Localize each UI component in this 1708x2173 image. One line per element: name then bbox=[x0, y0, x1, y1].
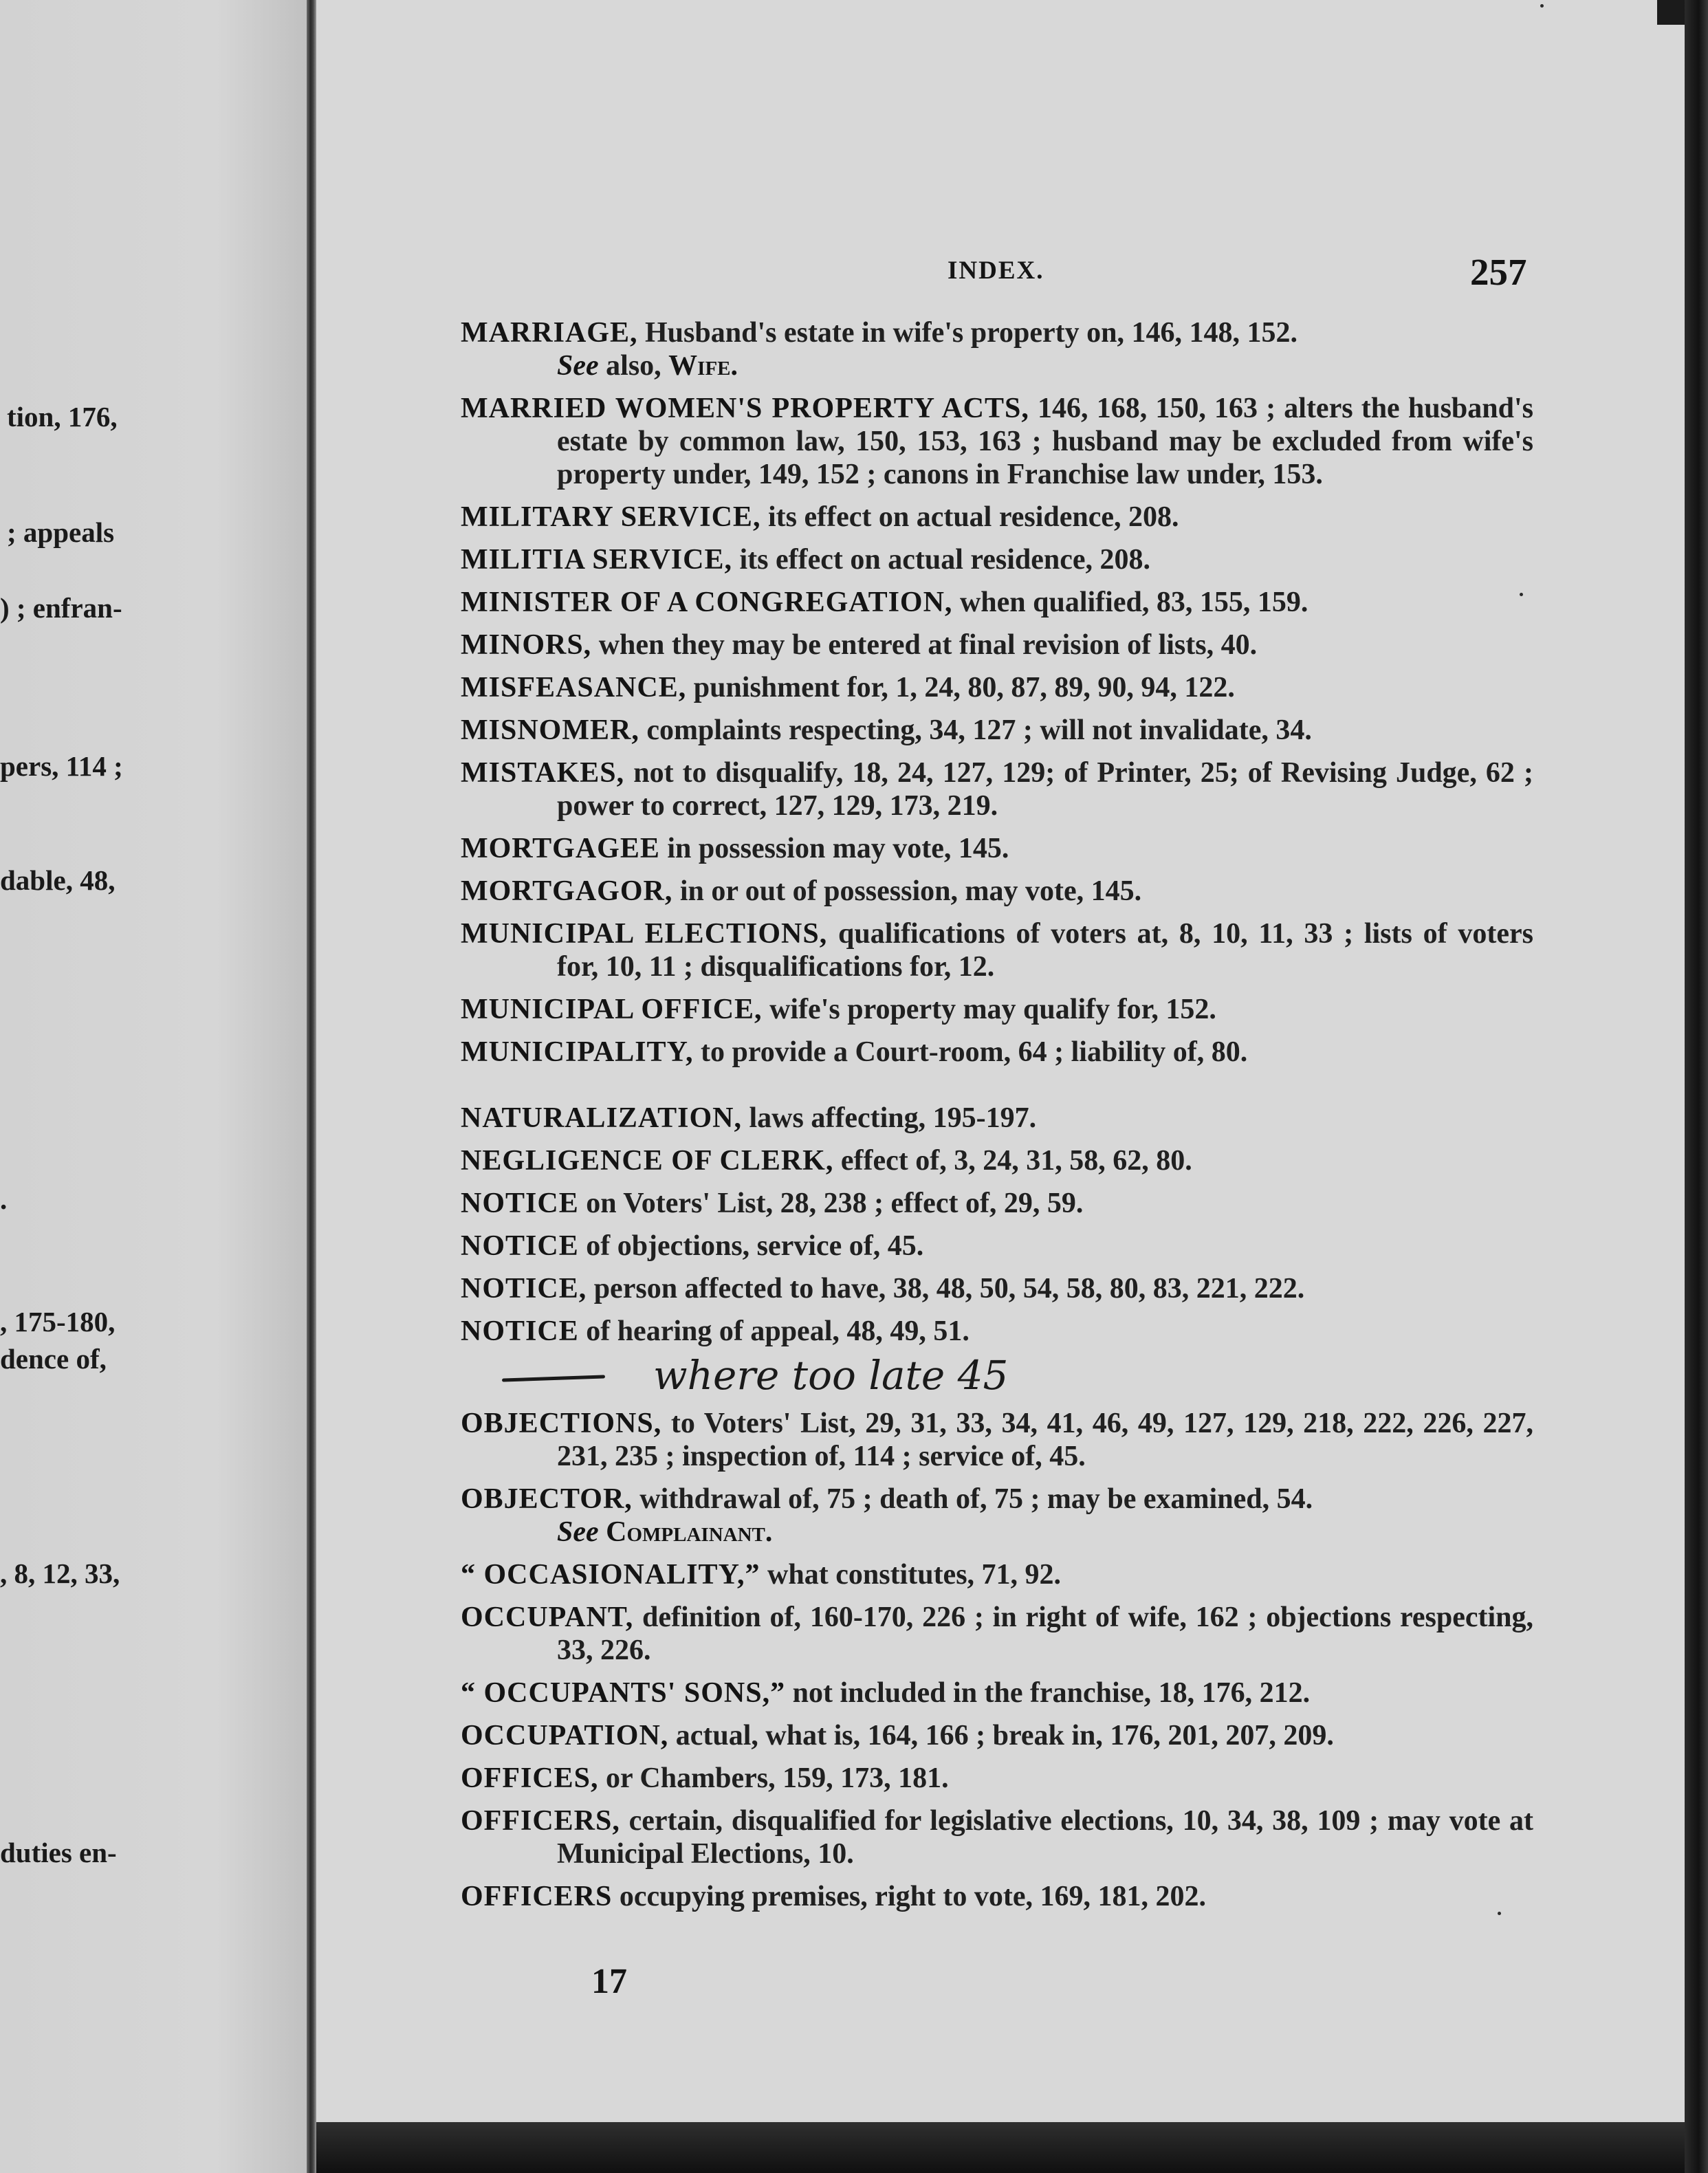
left-fragment: , 8, 12, 33, bbox=[0, 1558, 120, 1589]
see-text: also, bbox=[598, 350, 669, 382]
index-entry bbox=[461, 501, 1533, 534]
entry-headword: MISNOMER, bbox=[461, 714, 639, 746]
entry-headword: OBJECTOR, bbox=[461, 1483, 633, 1515]
entry-headword: “ OCCUPANTS' SONS,” bbox=[461, 1677, 786, 1709]
entry-text: wife's property may qualify for, 152. bbox=[762, 994, 1216, 1025]
entry-text: certain, disqualified for legislative elections, 10, 34, 38, 109 ; may vote at Municipal Elections, 10. bbox=[557, 1805, 1533, 1870]
entry-text: qualifications of voters at, 8, 10, 11, 33 ; lists of voters for, 10, 11 ; disqualifications for, 12. bbox=[557, 918, 1533, 983]
left-fragment: . bbox=[0, 1183, 8, 1215]
index-entry bbox=[461, 1762, 1533, 1795]
entry-text: definition of, 160-170, 226 ; in right of wife, 162 ; objections respecting, 33, 226. bbox=[557, 1602, 1533, 1666]
bottom-scan-edge bbox=[316, 2122, 1685, 2173]
index-entry bbox=[461, 629, 1533, 662]
entry-headword: NATURALIZATION, bbox=[461, 1102, 742, 1134]
entry-headword: NOTICE bbox=[461, 1230, 579, 1262]
page-corner-shadow bbox=[1657, 0, 1685, 25]
index-entry bbox=[461, 1880, 1533, 1913]
entry-text: its effect on actual residence, 208. bbox=[732, 544, 1151, 576]
left-fragment: tion, 176, bbox=[7, 401, 118, 433]
index-entry bbox=[461, 1102, 1533, 1135]
index-entry bbox=[461, 714, 1533, 747]
entry-headword: MILITIA SERVICE, bbox=[461, 544, 732, 576]
entry-text: what constitutes, 71, 92. bbox=[760, 1559, 1062, 1591]
entry-headword: MINORS, bbox=[461, 629, 592, 661]
handwritten-annotation bbox=[502, 1352, 1533, 1399]
index-entry bbox=[461, 1677, 1533, 1710]
entry-text: punishment for, 1, 24, 80, 87, 89, 90, 94, 122. bbox=[686, 672, 1235, 703]
left-page bbox=[0, 0, 308, 2173]
entry-text: or Chambers, 159, 173, 181. bbox=[598, 1762, 949, 1794]
index-entry bbox=[461, 993, 1533, 1026]
entry-headword: NEGLIGENCE OF CLERK, bbox=[461, 1145, 834, 1177]
entry-headword: MORTGAGEE bbox=[461, 833, 660, 864]
entry-headword: MUNICIPAL OFFICE, bbox=[461, 994, 763, 1025]
see-reference: Complainant. bbox=[606, 1516, 773, 1548]
entry-text: of objections, service of, 45. bbox=[578, 1230, 924, 1262]
entry-text: to Voters' List, 29, 31, 33, 34, 41, 46, 49, 127, 129, 218, 222, 226, 227, 231, 235 ; inspection of, 114 ; service of, 45. bbox=[557, 1408, 1533, 1472]
left-fragment: ) ; enfran- bbox=[0, 592, 122, 624]
index-entry bbox=[461, 392, 1533, 491]
entry-text: of hearing of appeal, 48, 49, 51. bbox=[578, 1315, 970, 1347]
left-fragment: duties en- bbox=[0, 1837, 117, 1868]
entry-text: when qualified, 83, 155, 159. bbox=[952, 587, 1309, 618]
entry-text: not included in the franchise, 18, 176, 212. bbox=[785, 1677, 1311, 1709]
page-number: 257 bbox=[1470, 251, 1527, 293]
entry-headword: “ OCCASIONALITY,” bbox=[461, 1559, 760, 1591]
speck-mark bbox=[1540, 4, 1544, 8]
entry-headword: MUNICIPAL ELECTIONS, bbox=[461, 918, 828, 950]
entry-text: in or out of possession, may vote, 145. bbox=[672, 875, 1142, 907]
entry-text: to provide a Court-room, 64 ; liability of, 80. bbox=[693, 1036, 1248, 1068]
index-entry bbox=[461, 1558, 1533, 1591]
entry-text: on Voters' List, 28, 238 ; effect of, 29, 59. bbox=[578, 1188, 1084, 1219]
entry-text: not to disqualify, 18, 24, 127, 129; of Printer, 25; of Revising Judge, 62 ; power to correct, 127, 129, 173, 219. bbox=[557, 757, 1533, 822]
index-entry bbox=[461, 1144, 1533, 1177]
entry-headword: MISTAKES, bbox=[461, 757, 625, 789]
entry-headword: MISFEASANCE, bbox=[461, 672, 687, 703]
entry-text: 146, 168, 150, 163 ; alters the husband's estate by common law, 150, 153, 163 ; husband may be excluded from wife's property under, 149, 152 ; canons in Franchise law under, 153. bbox=[557, 393, 1534, 490]
handwritten-text: where too late 45 bbox=[653, 1352, 1009, 1399]
index-entries bbox=[461, 316, 1533, 1923]
left-fragment: pers, 114 ; bbox=[0, 750, 123, 782]
see-label: See bbox=[557, 350, 599, 382]
entry-headword: MARRIED WOMEN'S PROPERTY ACTS, bbox=[461, 393, 1029, 424]
left-fragment: dable, 48, bbox=[0, 864, 116, 896]
index-entry bbox=[461, 1187, 1533, 1220]
entry-text: when they may be entered at final revision of lists, 40. bbox=[591, 629, 1258, 661]
entry-text: occupying premises, right to vote, 169, 181, 202. bbox=[612, 1881, 1207, 1912]
book-gutter bbox=[307, 0, 316, 2173]
entry-headword: OFFICERS bbox=[461, 1881, 613, 1912]
index-entry bbox=[461, 671, 1533, 704]
left-fragment: , 175-180, bbox=[0, 1306, 116, 1337]
entry-headword: NOTICE bbox=[461, 1188, 579, 1219]
see-label: See bbox=[557, 1516, 599, 1548]
entry-headword: NOTICE, bbox=[461, 1273, 587, 1304]
entry-text: laws affecting, 195-197. bbox=[742, 1102, 1037, 1134]
left-fragment: ; appeals bbox=[7, 516, 115, 548]
entry-text: its effect on actual residence, 208. bbox=[760, 501, 1179, 533]
entry-text: person affected to have, 38, 48, 50, 54, 58, 80, 83, 221, 222. bbox=[587, 1273, 1305, 1304]
index-entry bbox=[461, 875, 1533, 908]
index-entry bbox=[461, 543, 1533, 576]
entry-headword: OBJECTIONS, bbox=[461, 1408, 662, 1439]
index-entry bbox=[461, 1407, 1533, 1473]
entry-text: effect of, 3, 24, 31, 58, 62, 80. bbox=[833, 1145, 1192, 1177]
entry-headword: OFFICERS, bbox=[461, 1805, 620, 1837]
handwritten-dash bbox=[502, 1375, 605, 1382]
left-fragment: dence of, bbox=[0, 1343, 107, 1375]
entry-headword: NOTICE bbox=[461, 1315, 579, 1347]
entry-text: complaints respecting, 34, 127 ; will not invalidate, 34. bbox=[639, 714, 1312, 746]
entry-headword: MARRIAGE, bbox=[461, 317, 638, 349]
entry-headword: OCCUPANT, bbox=[461, 1602, 634, 1633]
entry-text: in possession may vote, 145. bbox=[659, 833, 1009, 864]
entry-text: actual, what is, 164, 166 ; break in, 176, 201, 207, 209. bbox=[668, 1720, 1334, 1751]
index-entry bbox=[461, 1483, 1533, 1549]
entry-headword: OFFICES, bbox=[461, 1762, 599, 1794]
entry-text: Husband's estate in wife's property on, 146, 148, 152. bbox=[637, 317, 1298, 349]
index-entry bbox=[461, 832, 1533, 865]
index-entry bbox=[461, 1272, 1533, 1305]
index-entry bbox=[461, 1719, 1533, 1752]
entry-text: withdrawal of, 75 ; death of, 75 ; may be examined, 54. bbox=[632, 1483, 1313, 1515]
index-entry bbox=[461, 316, 1533, 382]
entry-headword: MINISTER OF A CONGREGATION, bbox=[461, 587, 953, 618]
index-entry bbox=[461, 1601, 1533, 1667]
index-entry bbox=[461, 1036, 1533, 1069]
see-text bbox=[599, 1516, 606, 1548]
entry-headword: OCCUPATION, bbox=[461, 1720, 669, 1751]
see-reference: Wife. bbox=[668, 350, 738, 382]
index-entry bbox=[461, 1230, 1533, 1263]
signature-mark: 17 bbox=[591, 1962, 627, 2001]
index-entry bbox=[461, 917, 1533, 983]
index-entry bbox=[461, 1804, 1533, 1870]
right-scan-edge bbox=[1685, 0, 1708, 2173]
entry-headword: MUNICIPALITY, bbox=[461, 1036, 694, 1068]
index-entry bbox=[461, 586, 1533, 619]
index-entry bbox=[461, 1315, 1533, 1348]
running-header: INDEX. bbox=[948, 256, 1044, 285]
entry-headword: MORTGAGOR, bbox=[461, 875, 673, 907]
entry-headword: MILITARY SERVICE, bbox=[461, 501, 761, 533]
index-entry bbox=[461, 756, 1533, 822]
